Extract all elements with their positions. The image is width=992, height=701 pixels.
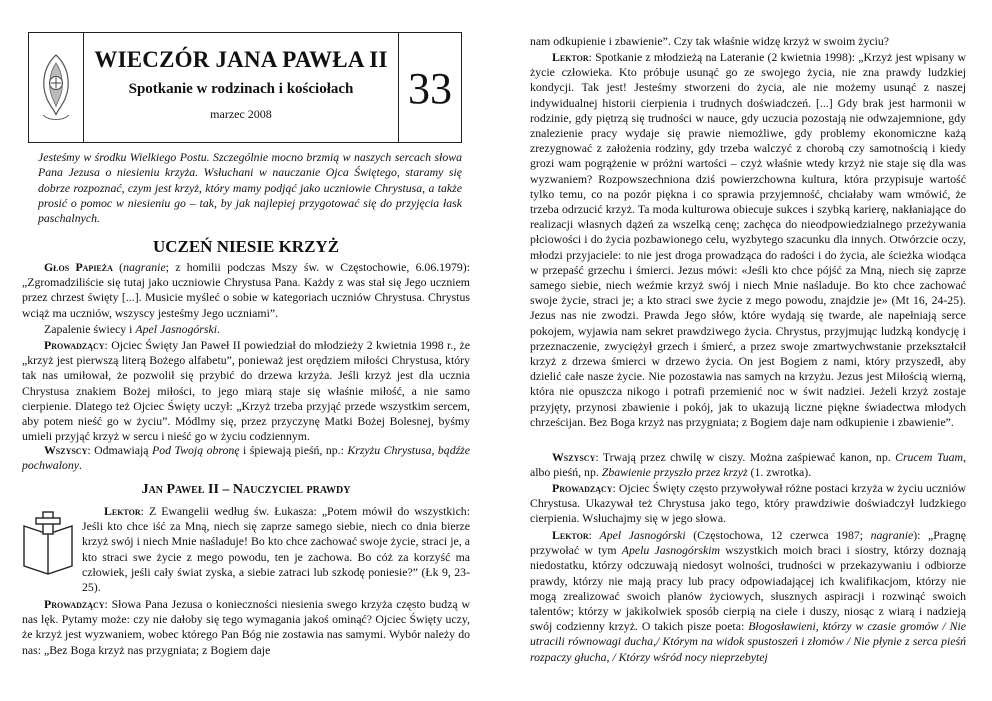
paragraph-italic: Pod Twoją obronę [151,443,240,457]
speaker-label: Lektor [104,504,141,518]
paragraph-italic: Apelu Jasnogórskim [621,543,721,558]
paragraph-text: : Słowa Pana Jezusa o konieczności niesienia swego krzyża często budzą w nas lęk. Pytamy może: czy nie dałoby się tego wymagania jakoś ominąć? Ojciec Święty uczy, że krzyż jest wyzwaniem, wobec którego Pan Bóg nie zostawia nas samymi. Wybór należy do nas: „Bez Boga krzyż nas przygniata; z Bogiem daje [22,597,470,657]
paragraph-text: : [588,528,600,542]
paragraph-text: (Częstochowa, 12 czerwca 1987; [685,528,871,542]
paragraph-text: wszystkich moich braci i siostry, którzy doznają niedostatku, którzy odczuwają niedosyt wolności, trudności w przekazywaniu i odbiorze prawdy, którzy nie mają pracy lub pracy odpowiadającej ich kwalifikacjom, którzy nie mogą zrealizować swoich planów życiowych, słusznych aspiracji i rozwinąć swoich talentów; którzy w jakikolwiek sposób cierpią na ciele i duszy, niosąc z wiarą i nadzieją swój codzienny krzyż. O takich pisze poeta: [530,543,966,634]
title-cell [84,33,399,142]
paragraph-all-2 [530,450,966,480]
paragraph-italic: Apel Jasnogórski [599,528,686,542]
paragraph-text: . [79,458,82,473]
paragraph-reader-apel [530,528,966,665]
issue-date: marzec 2008 [210,107,272,121]
speaker-label: Głos Papieża [44,260,113,274]
paragraph-text: ; z homilii podczas Mszy św. w Częstochowie, 6.06.1979): „Zgromadziliście się tutaj jako uczniowie Chrystusa Pana. Każdy z was stał się Jego uczniem przez chrzest święty [...]. Musicie myśleć o sobie w kategoriach uczniów Chrystusa. Chrystus wciąż ma uczniów, wszyscy jesteśmy Jego uczniami”. [22,260,470,320]
paragraph-text: : Z Ewangelii według św. Łukasza: „Potem mówił do wszystkich: Jeśli kto chce iść za Mną, niech się zaprze samego siebie, niech co dnia bierze krzyż swój i niech Mnie naśladuje! Bo kto chce zachować swoje życie, straci je, a kto straci swe życie z mego powodu, ten je zachowa. Bo cóż za korzyść ma człowiek, jeśli cały świat zyska, a siebie zatraci lub szkodę poniesie?” (Łk 9, 23-25). [82,504,470,595]
section-heading-teacher [22,482,470,498]
speaker-label: Prowadzący [552,481,613,495]
paragraph-continuation: nam odkupienie i zbawienie”. Czy tak właśnie widzę krzyż w swoim życiu? [530,34,890,48]
paragraph-reader-1 [82,504,470,595]
paragraph-reader-lateran [530,50,966,430]
paragraph-text: : Ojciec Święty Jan Paweł II powiedział do młodzieży 2 kwietnia 1998 r., że „krzyż jest pierwszą literą Bożego alfabetu”, ponieważ jest orędziem miłości Chrystusa, który tak nas umiłował, że pozwolił się przybić do drzewa krzyża. Jeśli krzyż jest dla ucznia Chrystusa znakiem Bożej miłości, to jego miarą staje się właśnie miłość, a nie samo cierpienie. Dlatego też Ojciec Święty uczył: „Krzyż trzeba przyjąć przede wszystkim sercem, aby potem nieść go w życiu”. Módlmy się, przez przyczynę Matki Bożej Bolesnej, byśmy umieli przyjąć krzyż w sercu i nieść go w życiu codziennym. [22,338,470,444]
paragraph-text: (1. zwrotka). [747,465,812,480]
paragraph-text: i śpiewają pieśń, np.: [239,443,348,457]
paragraph-all-1 [22,443,470,473]
section-heading-text: Jan Paweł II – Nauczyciel prawdy [141,482,351,497]
speaker-label: Prowadzący [44,597,105,611]
paragraph-text: ): „Pragnę przywołać w tym [530,528,966,558]
logo-icon [29,33,83,142]
paragraph-text: . [216,322,220,336]
speaker-label: Wszyscy [44,443,88,457]
speaker-label: Wszyscy [552,450,596,464]
paragraph-italic: Krzyżu Chrystusa, bądźże pochwalony [22,443,471,473]
paragraph-text: , albo pieśń, np. [530,450,967,480]
paragraph-leader-2 [22,597,470,658]
paragraph-italic: nagranie [870,528,914,542]
page-subtitle: Spotkanie w rodzinach i kościołach [128,81,354,97]
paragraph-text: : Spotkanie z młodzieżą na Lateranie (2 kwietnia 1998): „Krzyż jest wpisany w życie człowieka. Kto próbuje usunąć go ze swojego życia, nie zna prawdy ludzkiej kondycji. Tak jest! Jesteśmy stworzeni do życia, ale nie możemy usunąć z naszej indywidualnej historii cierpienia i trudnych doświadczeń. [...] Gdy brak jest harmonii w rodzinie, gdy piętrzą się trudności w nauce, gdy uczucia pozostają nie odwzajemnione, gdy znalezienie pracy wydaje się prawie niemożliwe, gdy problemy ekonomiczne każą zrezygnować z założenia rodziny, gdy trzeba walczyć z chorobą czy samotnością i kiedy grozi wam pogrążenie w próżni wartości – czyż właśnie wtedy krzyż nie staje się dla was wyzwaniem? Rozpowszechniona dziś powierzchowna kultura, która przypisuje wartość tylko temu, co na pozór piękna i co sprawia przyjemność, chciałaby wam wmówić, że trzeba odrzucić krzyż. Ta moda kulturowa obiecuje sukces i szybką karierę, nakłaniające do realizacji własnych dążeń za wszelką cenę; zachęca do nieodpowiedzialnego przeżywania płciowości i do życia pozbawionego celu, wyzbytego szacunku dla innych. Otwórzcie oczy, młodzi przyjaciele: to nie jest droga prowadząca do radości i do życia, ale ścieżka wiodąca w przepaść grzechu i śmierci. Jezus mówi: «Jeśli kto chce pójść za Mną, niech się zaprze samego siebie, niech weźmie krzyż swój i niech Mnie naśladuje. Bo kto chce zachować swoje życie, straci je; a kto straci swe życie z mego powodu, znajdzie je» (Mt 16, 24-25). Jezus nas nie zwodzi. Prawda Jego słów, które wydają się twarde, ale napełniają serce pokojem, wyjawia nam sekret prawdziwego życia. Chrystus, przyjmując ludzką kondycję i przeznaczenie, zwyciężył grzech i śmierć, a przez swoje zmartwychwstanie przekształcił krzyż z drzewa śmierci w drzewo życia. On jest Bogiem z nami, który przyszedł, aby dzielić całe nasze życie. Nie pozostawia nas samych na krzyżu. Jezus jest Miłością wierną, która nie opuszcza nikogo i potrafi przemienić noc w świt nadziei. Jeżeli krzyż zostaje przyjęty, przynosi zbawienie i pokój, jak to ukazują liczne piękne świadectwa młodych chrześcijan. Bez Boga krzyż nas przygniata; z Bogiem daje nam odkupienie i zbawienie”. [530,50,966,429]
paragraph-italic: Zbawienie przyszło przez krzyż [601,465,748,480]
paragraph-candle [22,322,470,337]
speaker-label: Prowadzący [44,338,105,352]
paragraph-text: Zapalenie świecy i [44,322,136,336]
paragraph-italic: Apel Jasnogórski [135,322,217,336]
page-title: WIECZÓR JANA PAWŁA II [94,47,388,72]
header-box [28,32,462,143]
issue-number-cell [399,33,461,142]
paragraph-italic: Błogosławieni, którzy w czasie gromów / Nie utracili równowagi ducha,/ Którym na widok spustoszeń i złomów / Nie płynie z serca pieśń rozpaczy głucha, / Którzy wśród nocy nieprzebytej [530,619,966,664]
issue-number: 33 [408,64,452,113]
paragraph-leader-1 [22,338,470,444]
paragraph-text: : Ojciec Święty często przywoływał różne postaci krzyża w życiu uczniów Chrystusa. Ukazywał też Chrystusa jako tego, który prawdziwie doświadczył ludzkiego cierpienia. Wsłuchajmy się w jego słowa. [530,481,966,526]
intro-paragraph: Jesteśmy w środku Wielkiego Postu. Szczególnie mocno brzmią w naszych sercach słowa Pana Jezusa o niesieniu krzyża. Wsłuchani w nauczanie Ojca Świętego, staramy się dobrze rozpoznać, czym jest krzyż, który mamy podjąć jako uczniowie Chrystusa, a także prosić o pomoc w niesieniu go – tak, by jak najlepiej przygotować się do przyjęcia łask paschalnych. [38,150,462,226]
speaker-label: Lektor [552,50,589,64]
open-book-icon [20,508,76,578]
paragraph-leader-3 [530,481,966,527]
recording-note: nagranie [123,260,166,274]
paragraph-text: : Odmawiają [87,443,152,457]
paragraph-pope-voice: Głos Papieża (nagranie; z homilii podczas Mszy św. w Częstochowie, 6.06.1979): „Zgromadziliście się tutaj jako uczniowie Chrystusa Pana. Każdy z was stał się Jego uczniem przez chrzest święty [...]. Musicie myśleć o sobie w kategoriach uczniów Chrystusa. Chrystus wciąż ma uczniów, wszyscy jesteśmy Jego uczniami”. [22,260,470,320]
logo-cell [29,33,84,142]
section-heading-disciple: UCZEŃ NIESIE KRZYŻ [152,237,340,256]
paragraph-text: : Trwają przez chwilę w ciszy. Można zaśpiewać kanon, np. [595,450,896,464]
paragraph-italic: Crucem Tuam [895,450,964,464]
speaker-label: Lektor [552,528,589,542]
